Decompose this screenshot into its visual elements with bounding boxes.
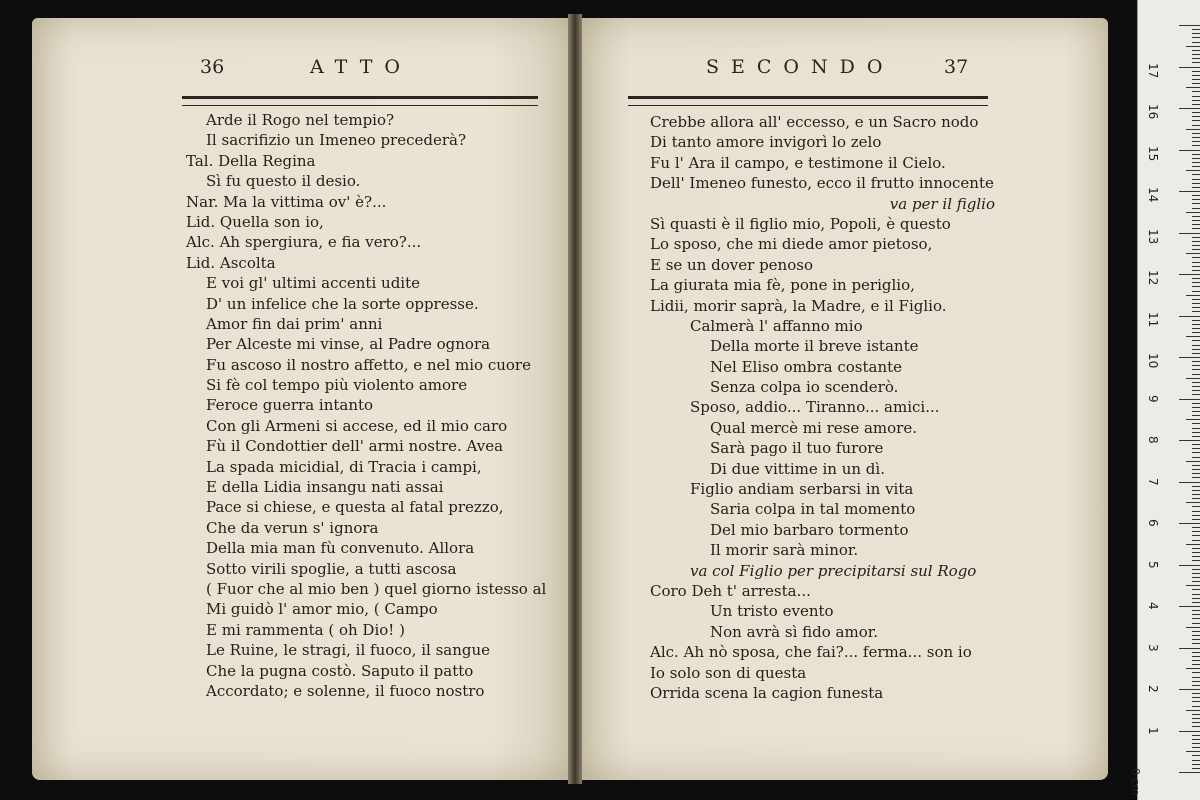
- ruler-tick: [1192, 548, 1200, 549]
- ruler-tick: [1192, 100, 1200, 101]
- text-line: Fu l' Ara il campo, e testimone il Cielo.: [650, 153, 946, 172]
- ruler-tick: [1192, 506, 1200, 507]
- ruler-number: 12: [1146, 270, 1160, 286]
- ruler-tick: [1192, 174, 1200, 175]
- right-running-head: SECONDO: [706, 56, 895, 78]
- ruler-tick: [1192, 486, 1200, 487]
- ruler-tick: [1186, 129, 1200, 130]
- ruler-tick: [1192, 374, 1200, 375]
- ruler-tick: [1192, 141, 1200, 142]
- text-line: Crebbe allora all' eccesso, e un Sacro nodo: [650, 113, 979, 131]
- ruler-tick: [1192, 133, 1200, 134]
- text-line: Sposo, addio... Tiranno... amici...: [690, 398, 940, 417]
- ruler-tick: [1192, 664, 1200, 665]
- ruler-tick: [1192, 245, 1200, 246]
- ruler-tick: [1192, 677, 1200, 678]
- text-line: Nel Eliso ombra costante: [710, 357, 903, 376]
- ruler-tick: [1186, 461, 1200, 462]
- ruler-tick: [1192, 444, 1200, 445]
- text-line: Il sacrifizio un Imeneo precederà?: [206, 131, 467, 150]
- ruler-tick: [1192, 50, 1200, 51]
- ruler-tick: [1192, 540, 1200, 541]
- ruler-tick: [1192, 515, 1200, 516]
- ruler-tick: [1192, 216, 1200, 217]
- ruler-tick: [1192, 220, 1200, 221]
- ruler-tick: [1192, 96, 1200, 97]
- text-line: Del mio barbaro tormento: [710, 520, 909, 539]
- text-line: Senza colpa io scenderò.: [710, 378, 899, 397]
- ruler-number: 13: [1146, 228, 1160, 244]
- ruler-tick: [1192, 639, 1200, 640]
- ruler-tick: [1192, 58, 1200, 59]
- ruler-tick: [1192, 573, 1200, 574]
- ruler-tick: [1192, 577, 1200, 578]
- ruler-tick: [1192, 332, 1200, 333]
- ruler-tick: [1192, 452, 1200, 453]
- text-line: ( Fuor che al mio ben ) quel giorno istesso al: [206, 579, 547, 598]
- ruler-tick: [1192, 237, 1200, 238]
- ruler-tick: [1192, 361, 1200, 362]
- text-line: Calmerà l' affanno mio: [690, 316, 863, 335]
- ruler-tick: [1179, 357, 1200, 358]
- ruler-tick: [1192, 706, 1200, 707]
- text-line: Sotto virili spoglie, a tutti ascosa: [206, 559, 457, 578]
- ruler-tick: [1192, 179, 1200, 180]
- ruler-tick: [1179, 606, 1200, 607]
- ruler-number: 4: [1146, 602, 1160, 610]
- text-line: Io solo son di questa: [650, 663, 807, 682]
- ruler-tick: [1192, 83, 1200, 84]
- ruler-tick: [1192, 208, 1200, 209]
- text-line: Lid. Ascolta: [186, 253, 276, 272]
- text-line: Figlio andiam serbarsi in vita: [690, 480, 914, 499]
- text-line: va col Figlio per precipitarsi sul Rogo: [690, 561, 977, 580]
- ruler-tick: [1192, 722, 1200, 723]
- ruler-tick: [1192, 660, 1200, 661]
- ruler-number: 16: [1146, 104, 1160, 120]
- ruler-tick: [1192, 328, 1200, 329]
- ruler-tick: [1192, 228, 1200, 229]
- ruler-number: 9: [1146, 394, 1160, 403]
- ruler-tick: [1192, 556, 1200, 557]
- ruler-tick: [1192, 116, 1200, 117]
- ruler-tick: [1179, 108, 1200, 109]
- ruler-tick: [1192, 598, 1200, 599]
- ruler-tick: [1192, 104, 1200, 105]
- ruler-number: 15: [1146, 145, 1160, 161]
- ruler-unit-label: 0 cm: [1129, 768, 1142, 796]
- ruler-tick: [1192, 299, 1200, 300]
- ruler-tick: [1186, 170, 1200, 171]
- ruler-tick: [1192, 610, 1200, 611]
- ruler-tick: [1192, 527, 1200, 528]
- text-line: Che la pugna costò. Saputo il patto: [206, 661, 474, 680]
- ruler-tick: [1192, 423, 1200, 424]
- text-line: Lid. Quella son io,: [186, 212, 324, 231]
- text-line: Per Alceste mi vinse, al Padre ognora: [206, 335, 491, 354]
- ruler-tick: [1192, 436, 1200, 437]
- text-line: Sì fu questo il desio.: [206, 172, 361, 191]
- ruler-tick: [1192, 62, 1200, 63]
- ruler-tick: [1192, 369, 1200, 370]
- text-line: Si fè col tempo più violento amore: [206, 376, 468, 395]
- text-line: E mi rammenta ( oh Dio! ): [206, 620, 405, 639]
- ruler-tick: [1192, 224, 1200, 225]
- ruler-tick: [1192, 743, 1200, 744]
- ruler-number: 7: [1146, 477, 1160, 486]
- ruler-tick: [1192, 390, 1200, 391]
- ruler-tick: [1192, 145, 1200, 146]
- ruler-tick: [1192, 183, 1200, 184]
- ruler-tick: [1192, 718, 1200, 719]
- ruler-tick: [1192, 457, 1200, 458]
- ruler-tick: [1192, 75, 1200, 76]
- ruler-tick: [1192, 552, 1200, 553]
- text-line: Feroce guerra intanto: [206, 396, 374, 415]
- left-text-block: [186, 110, 546, 701]
- ruler-tick: [1192, 54, 1200, 55]
- text-line: Della mia man fù convenuto. Allora: [206, 539, 475, 558]
- ruler-tick: [1192, 739, 1200, 740]
- ruler-tick: [1186, 668, 1200, 669]
- text-line: D' un infelice che la sorte oppresse.: [206, 294, 479, 313]
- ruler-tick: [1192, 394, 1200, 395]
- text-line: Lidii, morir saprà, la Madre, e il Figlio.: [650, 296, 947, 315]
- text-line: Il morir sarà minor.: [710, 541, 859, 560]
- ruler-number: 3: [1146, 643, 1160, 652]
- left-page-number: 36: [200, 56, 225, 78]
- ruler-tick: [1179, 316, 1200, 317]
- ruler-tick: [1192, 203, 1200, 204]
- ruler-tick: [1192, 353, 1200, 354]
- ruler-tick: [1192, 303, 1200, 304]
- ruler-tick: [1192, 112, 1200, 113]
- text-line: Amor fin dai prim' anni: [206, 314, 383, 333]
- ruler-tick: [1192, 162, 1200, 163]
- ruler-tick: [1192, 125, 1200, 126]
- ruler-tick: [1192, 560, 1200, 561]
- ruler-tick: [1179, 482, 1200, 483]
- ruler-tick: [1192, 681, 1200, 682]
- ruler-tick: [1192, 257, 1200, 258]
- ruler-tick: [1192, 701, 1200, 702]
- text-line: Non avrà sì fido amor.: [710, 622, 879, 641]
- ruler-tick: [1192, 635, 1200, 636]
- ruler-tick: [1186, 336, 1200, 337]
- ruler-tick: [1192, 768, 1200, 769]
- book-gutter: [568, 14, 582, 784]
- text-line: Le Ruine, le stragi, il fuoco, il sangue: [206, 641, 491, 660]
- ruler-tick: [1192, 473, 1200, 474]
- text-line: Un tristo evento: [710, 602, 834, 621]
- ruler-tick: [1192, 652, 1200, 653]
- ruler-tick: [1192, 735, 1200, 736]
- text-line: La spada micidial, di Tracia i campi,: [206, 457, 482, 476]
- ruler-tick: [1192, 764, 1200, 765]
- ruler-tick: [1192, 469, 1200, 470]
- ruler-tick: [1192, 477, 1200, 478]
- ruler-tick: [1186, 87, 1200, 88]
- right-page-number: 37: [944, 56, 969, 78]
- ruler-tick: [1192, 320, 1200, 321]
- right-text-block: [650, 112, 995, 703]
- text-line: Fù il Condottier dell' armi nostre. Avea: [206, 437, 504, 456]
- ruler-tick: [1192, 79, 1200, 80]
- text-line: Di tanto amore invigorì lo zelo: [650, 133, 882, 152]
- ruler-tick: [1192, 697, 1200, 698]
- ruler-tick: [1192, 137, 1200, 138]
- ruler-tick: [1192, 266, 1200, 267]
- ruler-tick: [1192, 465, 1200, 466]
- ruler-number: 17: [1146, 62, 1160, 78]
- ruler-tick: [1192, 581, 1200, 582]
- text-line: E se un dover penoso: [650, 255, 813, 274]
- text-line: Tal. Della Regina: [186, 151, 316, 170]
- ruler-tick: [1192, 345, 1200, 346]
- ruler-tick: [1192, 278, 1200, 279]
- ruler-tick: [1192, 589, 1200, 590]
- left-header-rule: [182, 96, 538, 106]
- ruler-tick: [1192, 270, 1200, 271]
- ruler-tick: [1192, 594, 1200, 595]
- ruler-tick: [1192, 71, 1200, 72]
- measurement-ruler: [1129, 0, 1200, 800]
- ruler-tick: [1192, 154, 1200, 155]
- text-line: La giurata mia fè, pone in periglio,: [650, 276, 915, 295]
- ruler-tick: [1192, 403, 1200, 404]
- text-line: Lo sposo, che mi diede amor pietoso,: [650, 235, 933, 254]
- ruler-tick: [1186, 378, 1200, 379]
- ruler-tick: [1192, 166, 1200, 167]
- ruler-tick: [1179, 731, 1200, 732]
- text-line: Coro Deh t' arresta...: [650, 581, 811, 600]
- text-line: Pace si chiese, e questa al fatal prezzo,: [206, 498, 504, 517]
- ruler-tick: [1192, 656, 1200, 657]
- ruler-tick: [1192, 249, 1200, 250]
- ruler-tick: [1192, 535, 1200, 536]
- ruler-tick: [1186, 627, 1200, 628]
- ruler-tick: [1192, 726, 1200, 727]
- text-line: Dell' Imeneo funesto, ecco il frutto innocente: [650, 174, 994, 193]
- ruler-number: 8: [1146, 436, 1160, 444]
- ruler-tick: [1179, 399, 1200, 400]
- text-line: Di due vittime in un dì.: [710, 459, 885, 478]
- ruler-tick: [1179, 648, 1200, 649]
- text-line: va per il figlio: [889, 194, 995, 213]
- ruler-tick: [1179, 150, 1200, 151]
- ruler-tick: [1192, 519, 1200, 520]
- ruler-tick: [1192, 490, 1200, 491]
- text-line: E voi gl' ultimi accenti udite: [206, 274, 420, 293]
- text-line: Sarà pago il tuo furore: [710, 439, 884, 458]
- ruler-tick: [1192, 286, 1200, 287]
- ruler-tick: [1192, 432, 1200, 433]
- text-line: Della morte il breve istante: [710, 337, 919, 356]
- ruler-tick: [1186, 46, 1200, 47]
- ruler-number: 14: [1146, 187, 1160, 203]
- ruler-tick: [1179, 440, 1200, 441]
- ruler-tick: [1192, 291, 1200, 292]
- ruler-tick: [1192, 349, 1200, 350]
- text-line: E della Lidia insangu nati assai: [206, 478, 444, 497]
- ruler-tick: [1192, 614, 1200, 615]
- ruler-tick: [1186, 212, 1200, 213]
- ruler-tick: [1186, 253, 1200, 254]
- ruler-tick: [1192, 307, 1200, 308]
- text-line: Fu ascoso il nostro affetto, e nel mio cuore: [206, 355, 531, 374]
- text-line: Alc. Ah nò sposa, che fai?... ferma... son io: [650, 643, 972, 662]
- right-header-rule: [628, 96, 988, 106]
- ruler-tick: [1192, 158, 1200, 159]
- ruler-tick: [1192, 494, 1200, 495]
- text-line: Saria colpa in tal momento: [710, 500, 916, 519]
- ruler-number: 11: [1146, 311, 1160, 327]
- ruler-tick: [1192, 693, 1200, 694]
- ruler-number: 5: [1146, 560, 1160, 569]
- ruler-tick: [1179, 67, 1200, 68]
- ruler-tick: [1192, 187, 1200, 188]
- ruler-tick: [1192, 42, 1200, 43]
- ruler-tick: [1179, 25, 1200, 26]
- ruler-tick: [1192, 120, 1200, 121]
- ruler-tick: [1179, 523, 1200, 524]
- ruler-tick: [1192, 448, 1200, 449]
- ruler-tick: [1192, 428, 1200, 429]
- ruler-tick: [1192, 631, 1200, 632]
- ruler-tick: [1192, 407, 1200, 408]
- ruler-tick: [1192, 282, 1200, 283]
- text-line: Alc. Ah spergiura, e fia vero?...: [186, 233, 422, 252]
- ruler-number: 2: [1146, 685, 1160, 693]
- ruler-tick: [1179, 689, 1200, 690]
- ruler-tick: [1192, 714, 1200, 715]
- text-line: Con gli Armeni si accese, ed il mio caro: [206, 416, 508, 435]
- ruler-number: 1: [1146, 726, 1160, 735]
- ruler-tick: [1192, 365, 1200, 366]
- ruler-tick: [1192, 602, 1200, 603]
- ruler-tick: [1192, 415, 1200, 416]
- ruler-tick: [1186, 295, 1200, 296]
- ruler-tick: [1192, 643, 1200, 644]
- ruler-tick: [1192, 386, 1200, 387]
- ruler-tick: [1192, 569, 1200, 570]
- ruler-tick: [1179, 191, 1200, 192]
- ruler-tick: [1192, 91, 1200, 92]
- ruler-tick: [1192, 755, 1200, 756]
- ruler-tick: [1179, 772, 1200, 773]
- text-line: Nar. Ma la vittima ov' è?...: [186, 192, 387, 211]
- ruler-tick: [1186, 544, 1200, 545]
- text-line: Accordato; e solenne, il fuoco nostro: [206, 681, 485, 700]
- ruler-tick: [1192, 340, 1200, 341]
- ruler-tick: [1192, 33, 1200, 34]
- ruler-tick: [1192, 531, 1200, 532]
- text-line: Arde il Rogo nel tempio?: [206, 111, 395, 129]
- ruler-number: 6: [1146, 519, 1160, 527]
- ruler-tick: [1186, 419, 1200, 420]
- ruler-tick: [1192, 623, 1200, 624]
- text-line: Orrida scena la cagion funesta: [650, 683, 884, 702]
- ruler-tick: [1192, 324, 1200, 325]
- ruler-tick: [1192, 195, 1200, 196]
- ruler-tick: [1186, 585, 1200, 586]
- ruler-tick: [1192, 311, 1200, 312]
- ruler-tick: [1192, 511, 1200, 512]
- ruler-tick: [1192, 411, 1200, 412]
- text-line: Qual mercè mi rese amore.: [710, 418, 917, 437]
- ruler-tick: [1192, 747, 1200, 748]
- text-line: Mi guidò l' amor mio, ( Campo: [206, 600, 438, 619]
- ruler-tick: [1179, 274, 1200, 275]
- ruler-tick: [1186, 710, 1200, 711]
- ruler-tick: [1192, 241, 1200, 242]
- ruler-tick: [1186, 751, 1200, 752]
- ruler-tick: [1186, 502, 1200, 503]
- ruler-tick: [1192, 498, 1200, 499]
- ruler-tick: [1192, 199, 1200, 200]
- ruler-tick: [1192, 37, 1200, 38]
- text-line: Sì quasti è il figlio mio, Popoli, è questo: [650, 214, 951, 233]
- text-line: Che da verun s' ignora: [206, 518, 379, 537]
- ruler-tick: [1192, 760, 1200, 761]
- ruler-tick: [1192, 618, 1200, 619]
- ruler-tick: [1192, 685, 1200, 686]
- ruler-tick: [1192, 262, 1200, 263]
- ruler-tick: [1179, 233, 1200, 234]
- ruler-tick: [1179, 565, 1200, 566]
- ruler-number: 10: [1146, 353, 1160, 369]
- ruler-tick: [1192, 382, 1200, 383]
- ruler-tick: [1192, 29, 1200, 30]
- ruler-tick: [1192, 672, 1200, 673]
- left-running-head: ATTO: [310, 56, 412, 78]
